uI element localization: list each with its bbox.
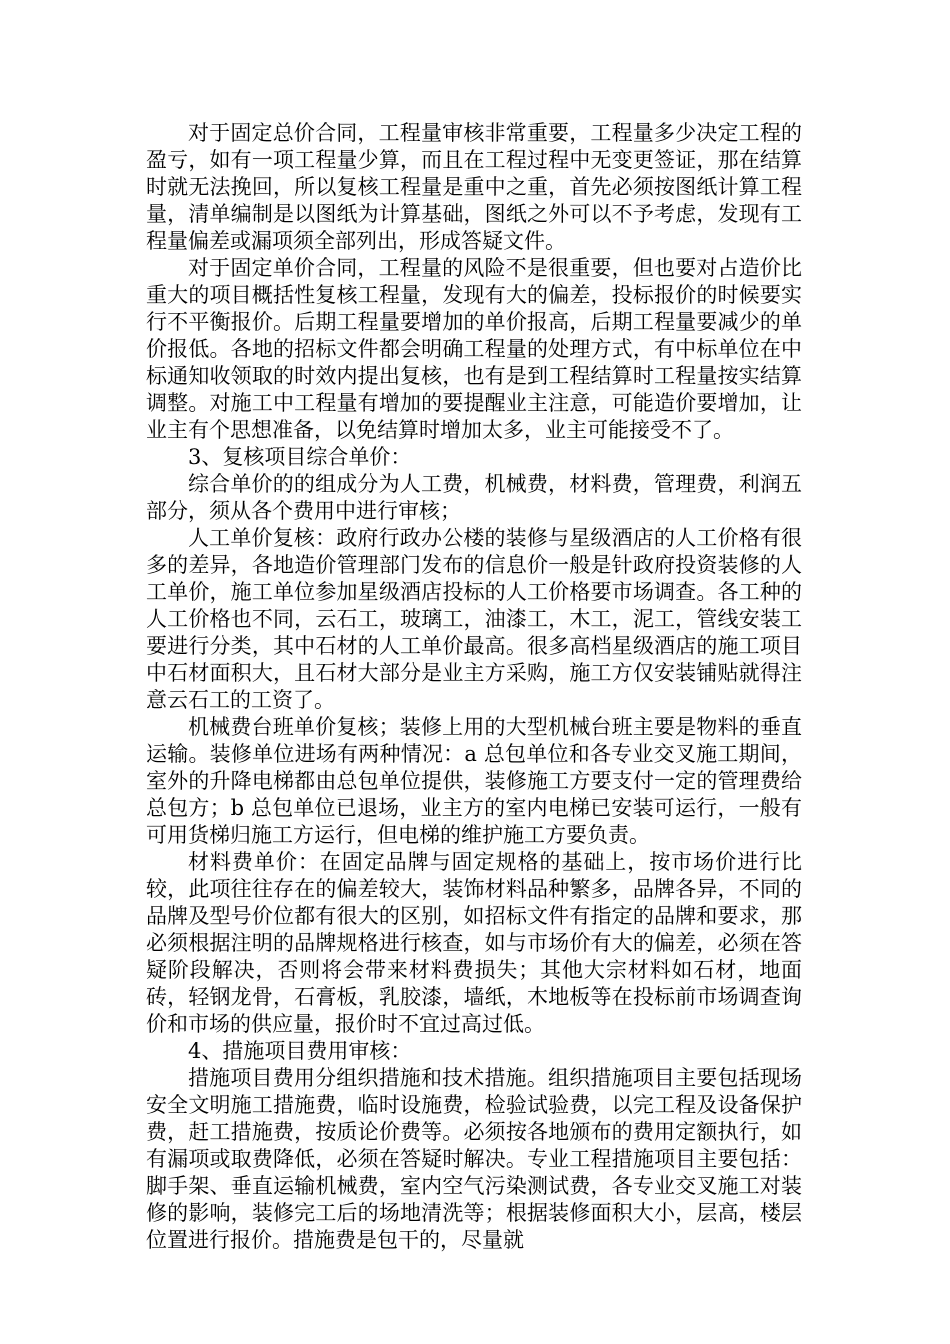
- document-body: [146, 120, 802, 1254]
- paragraph-measures-cost: 措施项目费用分组织措施和技术措施。组织措施项目主要包括现场安全文明施工措施费，临时设施费，检验试验费，以完工程及设备保护费，赶工措施费，按质论价费等。必须按各地颁布的费用定额执行，如有漏项或取费降低，必须在答疑时解决。专业工程措施项目主要包括：脚手架、垂直运输机械费，室内空气污染测试费，各专业交叉施工对装修的影响，装修完工后的场地清洗等；根据装修面积大小，层高，楼层位置进行报价。措施费是包干的，尽量就: [146, 1066, 802, 1252]
- paragraph-material-price: 材料费单价：在固定品牌与固定规格的基础上，按市场价进行比较，此项往往存在的偏差较大，装饰材料品种繁多，品牌各异，不同的品牌及型号价位都有很大的区别，如招标文件有指定的品牌和要求，那必须根据注明的品牌规格进行核查，如与市场价有大的偏差，必须在答疑阶段解决，否则将会带来材料费损失；其他大宗材料如石材，地面砖，轻钢龙骨，石膏板，乳胶漆，墙纸，木地板等在投标前市场调查询价和市场的供应量，报价时不宜过高过低。: [146, 850, 802, 1036]
- paragraph-fixed-unit-price: 对于固定单价合同，工程量的风险不是很重要，但也要对占造价比重大的项目概括性复核工程量，发现有大的偏差，投标报价的时候要实行不平衡报价。后期工程量要增加的单价报高，后期工程量要减少的单价报低。各地的招标文件都会明确工程量的处理方式，有中标单位在中标通知收领取的时效内提出复核，也有是到工程结算时工程量按实结算调整。对施工中工程量有增加的要提醒业主注意，可能造价要增加，让业主有个思想准备，以免结算时增加太多，业主可能接受不了。: [146, 256, 802, 442]
- paragraph-fixed-total-price: 对于固定总价合同，工程量审核非常重要，工程量多少决定工程的盈亏，如有一项工程量少算，而且在工程过程中无变更签证，那在结算时就无法挽回，所以复核工程量是重中之重，首先必须按图纸计算工程量，清单编制是以图纸为计算基础，图纸之外可以不予考虑，发现有工程量偏差或漏项须全部列出，形成答疑文件。: [146, 121, 802, 253]
- paragraph-labor-price: 人工单价复核：政府行政办公楼的装修与星级酒店的人工价格有很多的差异，各地造价管理部门发布的信息价一般是针政府投资装修的人工单价，施工单位参加星级酒店投标的人工价格要市场调查。各工种的人工价格也不同，云石工，玻璃工，油漆工，木工，泥工，管线安装工要进行分类，其中石材的人工单价最高。很多高档星级酒店的施工项目中石材面积大，且石材大部分是业主方采购，施工方仅安装铺贴就得注意云石工的工资了。: [146, 526, 802, 712]
- section-heading-3: 3、复核项目综合单价：: [188, 445, 412, 469]
- paragraph-unit-price-composition: 综合单价的的组成分为人工费，机械费，材料费，管理费，利润五部分，须从各个费用中进行审核；: [146, 472, 802, 523]
- paragraph-machinery-price: 机械费台班单价复核；装修上用的大型机械台班主要是物料的垂直运输。装修单位进场有两种情况：a 总包单位和各专业交叉施工期间，室外的升降电梯都由总包单位提供，装修施工方要支付一定的管理费给总包方；b 总包单位已退场，业主方的室内电梯已安装可运行，一般有可用货梯归施工方运行，但电梯的维护施工方要负责。: [146, 715, 802, 847]
- section-heading-4: 4、措施项目费用审核：: [188, 1039, 412, 1063]
